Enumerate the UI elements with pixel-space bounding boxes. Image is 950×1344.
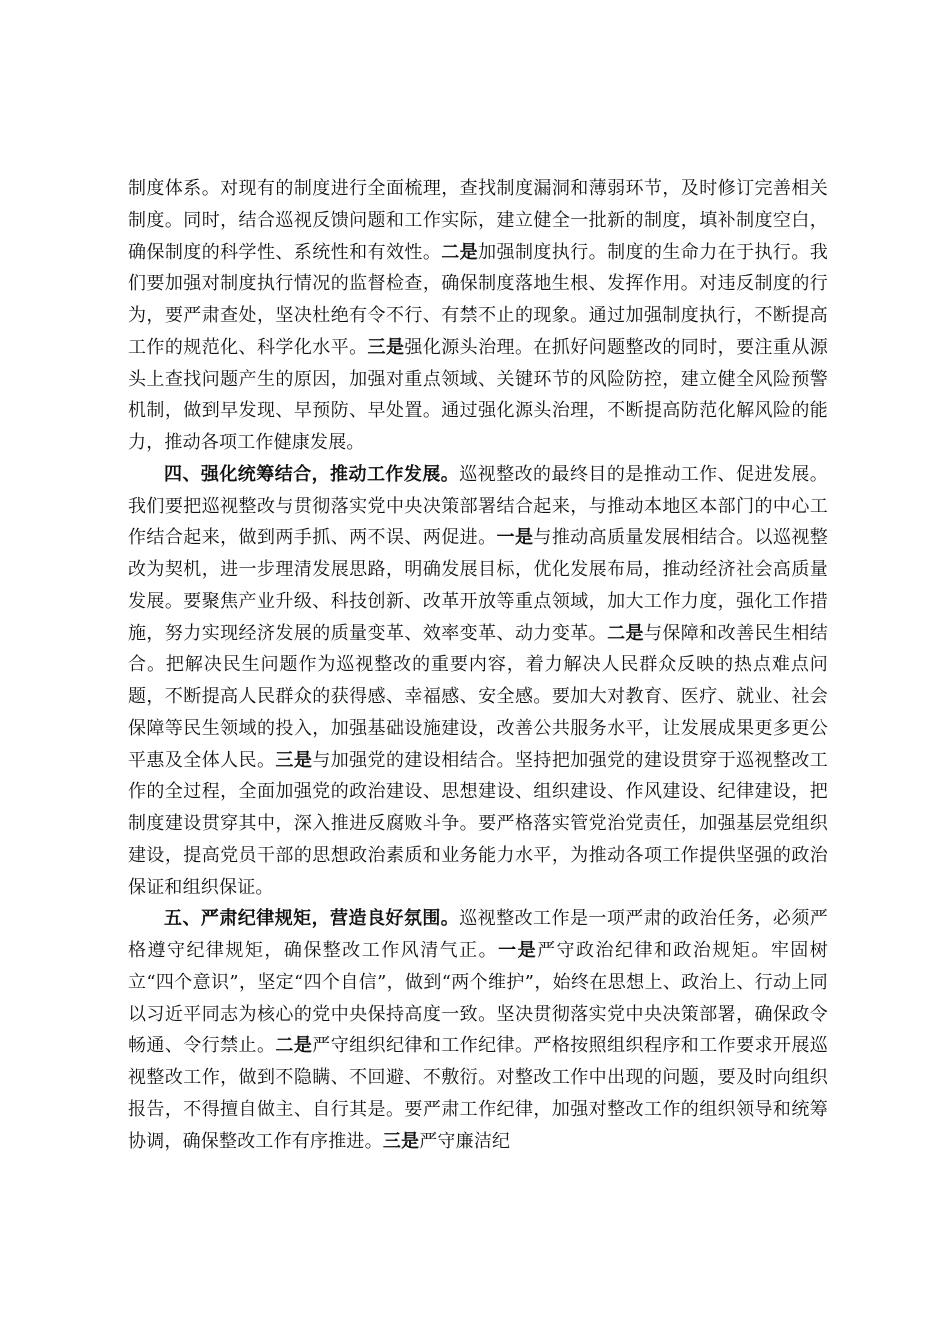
text-run: 强化源头治理。在抓好问题整改的同时，要注重从源头上查找问题产生的原因，加强对重点领域、关键环节的风险防控，建立健全风险预警机制，做到早发现、早预防、早处置。通过强化源头治理，不断提高防范化解风险的能力，推动各项工作健康发展。 (128, 336, 828, 453)
text-run: 巡视整改的最终目的是推动工作、促进发展。我们要把巡视整改与贯彻落实党中央决策部署结合起来，与推动本地区本部门的中心工作结合起来，做到两手抓、两不误、两促进。 (128, 463, 829, 549)
text-run: 加强制度执行。制度的生命力在于执行。我们要加强对制度执行情况的监督检查，确保制度落地生根、发挥作用。对违反制度的行为，要严肃查处，坚决杜绝有令不行、有禁不止的现象。通过加强制度执行，不断提高工作的规范化、科学化水平。 (128, 241, 828, 358)
section-heading: 四、强化统筹结合，推动工作发展。 (164, 463, 460, 485)
text-run: 严守廉洁纪 (419, 1130, 511, 1152)
bold-marker: 二是 (607, 622, 644, 644)
bold-marker: 一是 (496, 527, 534, 549)
paragraph-section-four (128, 459, 828, 904)
bold-marker: 二是 (275, 1035, 313, 1057)
text-run: 与推动高质量发展相结合。以巡视整改为契机，进一步理清发展思路，明确发展目标，优化发展布局，推动经济社会高质量发展。要聚焦产业升级、科技创新、改革开放等重点领域，加大工作力度，强化工作措施，努力实现经济发展的质量变革、效率变革、动力变革。 (128, 527, 829, 644)
paragraph-institution-system (128, 173, 828, 459)
bold-marker: 二是 (441, 241, 479, 263)
text-run: 严守组织纪律和工作纪律。严格按照组织程序和工作要求开展巡视整改工作，做到不隐瞒、不回避、不敷衍。对整改工作中出现的问题，要及时向组织报告，不得擅自做主、自行其是。要严肃工作纪律，加强对整改工作的组织领导和统筹协调，确保整改工作有序推进。 (128, 1035, 828, 1152)
bold-marker: 三是 (382, 1130, 420, 1152)
paragraph-section-five (128, 903, 828, 1157)
text-run: 巡视整改工作是一项严肃的政治任务，必须严格遵守纪律规矩，确保整改工作风清气正。 (128, 908, 829, 961)
section-heading: 五、严肃纪律规矩，营造良好氛围。 (164, 908, 460, 930)
text-run: 严守政治纪律和政治规矩。牢固树立“四个意识”，坚定“四个自信”，做到“两个维护”，始终在思想上、政治上、行动上同以习近平同志为核心的党中央保持高度一致。坚决贯彻落实党中央决策部署，确保政令畅通、令行禁止。 (128, 940, 828, 1057)
text-run: 与加强党的建设相结合。坚持把加强党的建设贯穿于巡视整改工作的全过程，全面加强党的政治建设、思想建设、组织建设、作风建设、纪律建设，把制度建设贯穿其中，深入推进反腐败斗争。要严格落实管党治党责任，加强基层党组织建设，提高党员干部的思想政治素质和业务能力水平，为推动各项工作提供坚强的政治保证和组织保证。 (128, 749, 828, 898)
text-run: 与保障和改善民生相结合。把解决民生问题作为巡视整改的重要内容，着力解决人民群众反映的热点难点问题，不断提高人民群众的获得感、幸福感、安全感。要加大对教育、医疗、就业、社会保障等民生领域的投入，加强基础设施建设，改善公共服务水平，让发展成果更多更公平惠及全体人民。 (128, 622, 828, 771)
text-run: 制度体系。对现有的制度进行全面梳理，查找制度漏洞和薄弱环节，及时修订完善相关制度。同时，结合巡视反馈问题和工作实际，建立健全一批新的制度，填补制度空白，确保制度的科学性、系统性和有效性。 (128, 178, 828, 263)
document-body (128, 173, 828, 1157)
bold-marker: 一是 (498, 940, 538, 961)
bold-marker: 三是 (275, 749, 313, 771)
bold-marker: 三是 (367, 336, 405, 358)
